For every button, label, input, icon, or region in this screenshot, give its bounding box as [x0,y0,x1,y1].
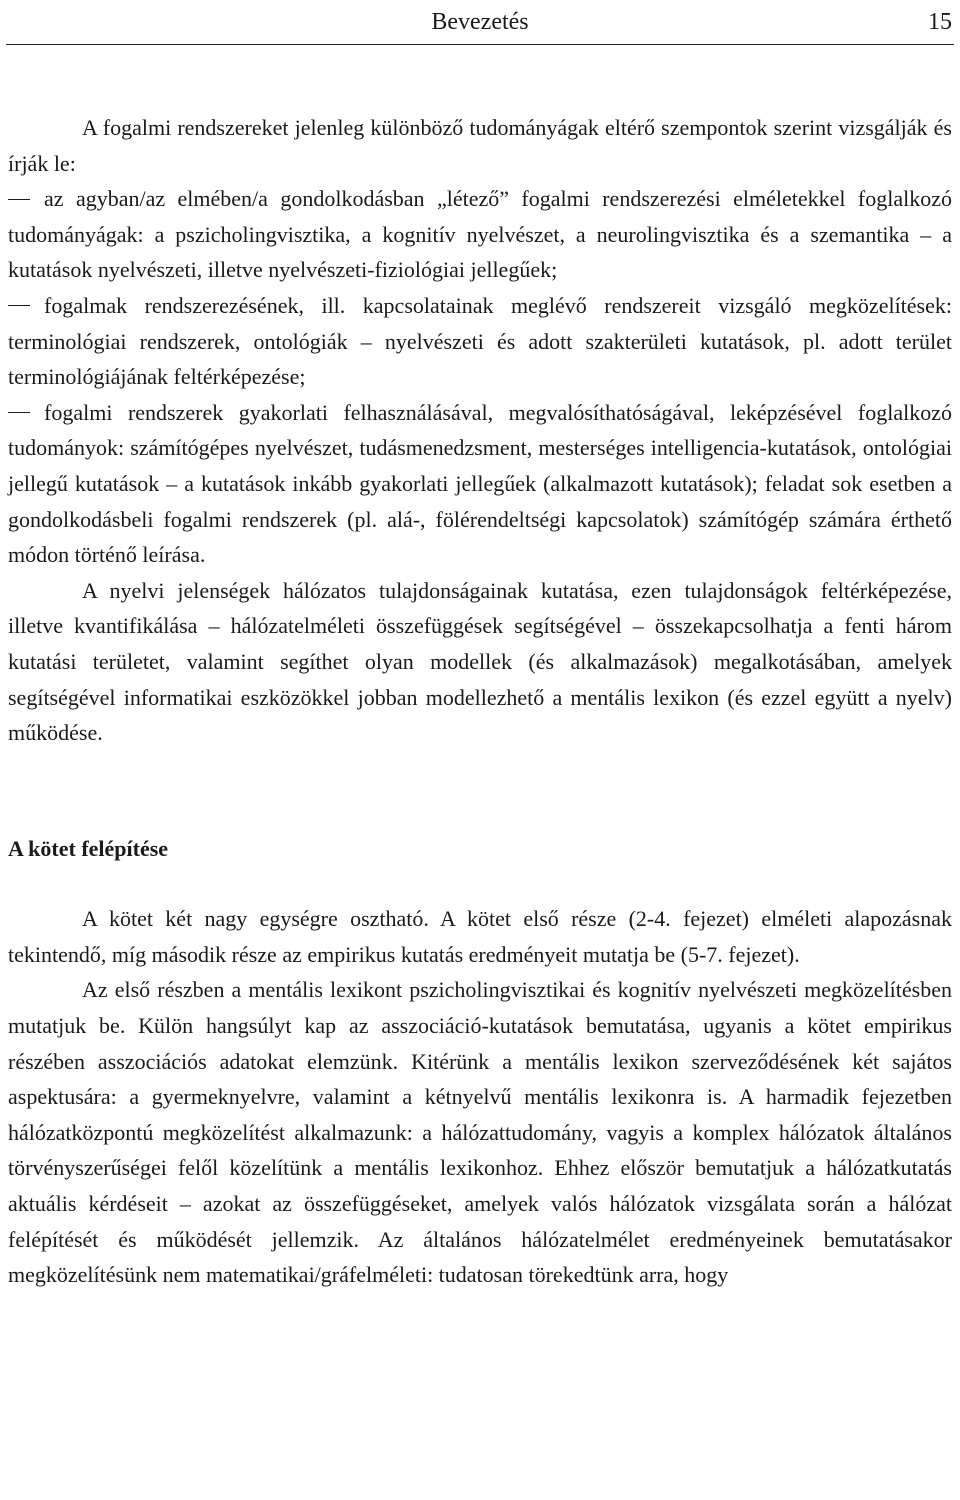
dash-bullet-icon [8,395,44,431]
running-header [0,0,960,46]
page-body [8,110,952,1293]
dash-bullet-icon [8,288,44,324]
page-number: 15 [928,9,952,35]
list-item [8,181,952,288]
paragraph-intro: A fogalmi rendszereket jelenleg különböző tudományágak eltérő szempontok szerint vizsgálják és írják le: [8,115,952,176]
list-item [8,395,952,573]
list-item-text: az agyban/az elmében/a gondolkodásban „létező” fogalmi rendszerezési elméletekkel foglalkozó tudományágak: a pszicholingvisztika, a kognitív nyelvészet, a neurolingvisztika és a szemantika – a kutatások nyelvészeti, illetve nyelvészeti-fiziológiai jellegűek; [8,186,952,283]
header-divider [6,44,954,45]
header-title: Bevezetés [431,9,529,35]
paragraph-volume-structure: A kötet két nagy egységre osztható. A kötet első része (2-4. fejezet) elméleti alapozásnak tekintendő, míg második része az empirikus kutatás eredményeit mutatja be (5-7. fejezet). [8,906,952,967]
list-item-text: fogalmi rendszerek gyakorlati felhasználásával, megvalósíthatóságával, leképzésével foglalkozó tudományok: számítógépes nyelvészet, tudásmenedzsment, mesterséges intelligencia-kutatások, ontológiai jellegű kutatások – a kutatások inkább gyakorlati jellegűek (alkalmazott kutatások); feladat sok esetben a gondolkodásbeli fogalmi rendszerek (pl. alá-, fölérendeltségi kapcsolatok) számítógép számára érthető módon történő leírása. [8,399,952,568]
list-item-text: fogalmak rendszerezésének, ill. kapcsolatainak meglévő rendszereit vizsgáló megközelítések: terminológiai rendszerek, ontológiák – nyelvészeti és adott szakterületi kutatások, pl. adott terület terminológiájának feltérképezése; [8,292,952,390]
dash-bullet-icon [8,181,44,217]
paragraph-first-part: Az első részben a mentális lexikont pszicholingvisztikai és kognitív nyelvészeti megközelítésben mutatjuk be. Külön hangsúlyt kap az asszociáció-kutatások bemutatása, ugyanis a kötet empirikus részében asszociációs adatokat elemzünk. Kitérünk a mentális lexikon szerveződésének két sajátos aspektusára: a gyermeknyelvre, valamint a kétnyelvű mentális lexikonra is. A harmadik fejezetben hálózatközpontú megközelítést alkalmazunk: a hálózattudomány, vagyis a komplex hálózatok általános törvényszerűségei felől közelítünk a mentális lexikonhoz. Ehhez először bemutatjuk a hálózatkutatás aktuális kérdéseit – azokat az összefüggéseket, amelyek valós hálózatok vizsgálata során a hálózat felépítését és működését jellemzik. Az általános hálózatelmélet eredményeinek bemutatásakor megközelítésünk nem matematikai/gráfelméleti: tudatosan törekedtünk arra, hogy [8,977,952,1288]
paragraph-network-properties: A nyelvi jelenségek hálózatos tulajdonságainak kutatása, ezen tulajdonságok feltérképezése, illetve kvantifikálása – hálózatelméleti összefüggések segítségével – összekapcsolhatja a fenti három kutatási területet, valamint segíthet olyan modellek (és alkalmazások) megalkotásában, amelyek segítségével informatikai eszközökkel jobban modellezhető a mentális lexikon (és ezzel együtt a nyelv) működése. [8,577,952,746]
list-item [8,288,952,395]
section-heading: A kötet felépítése [8,835,169,861]
